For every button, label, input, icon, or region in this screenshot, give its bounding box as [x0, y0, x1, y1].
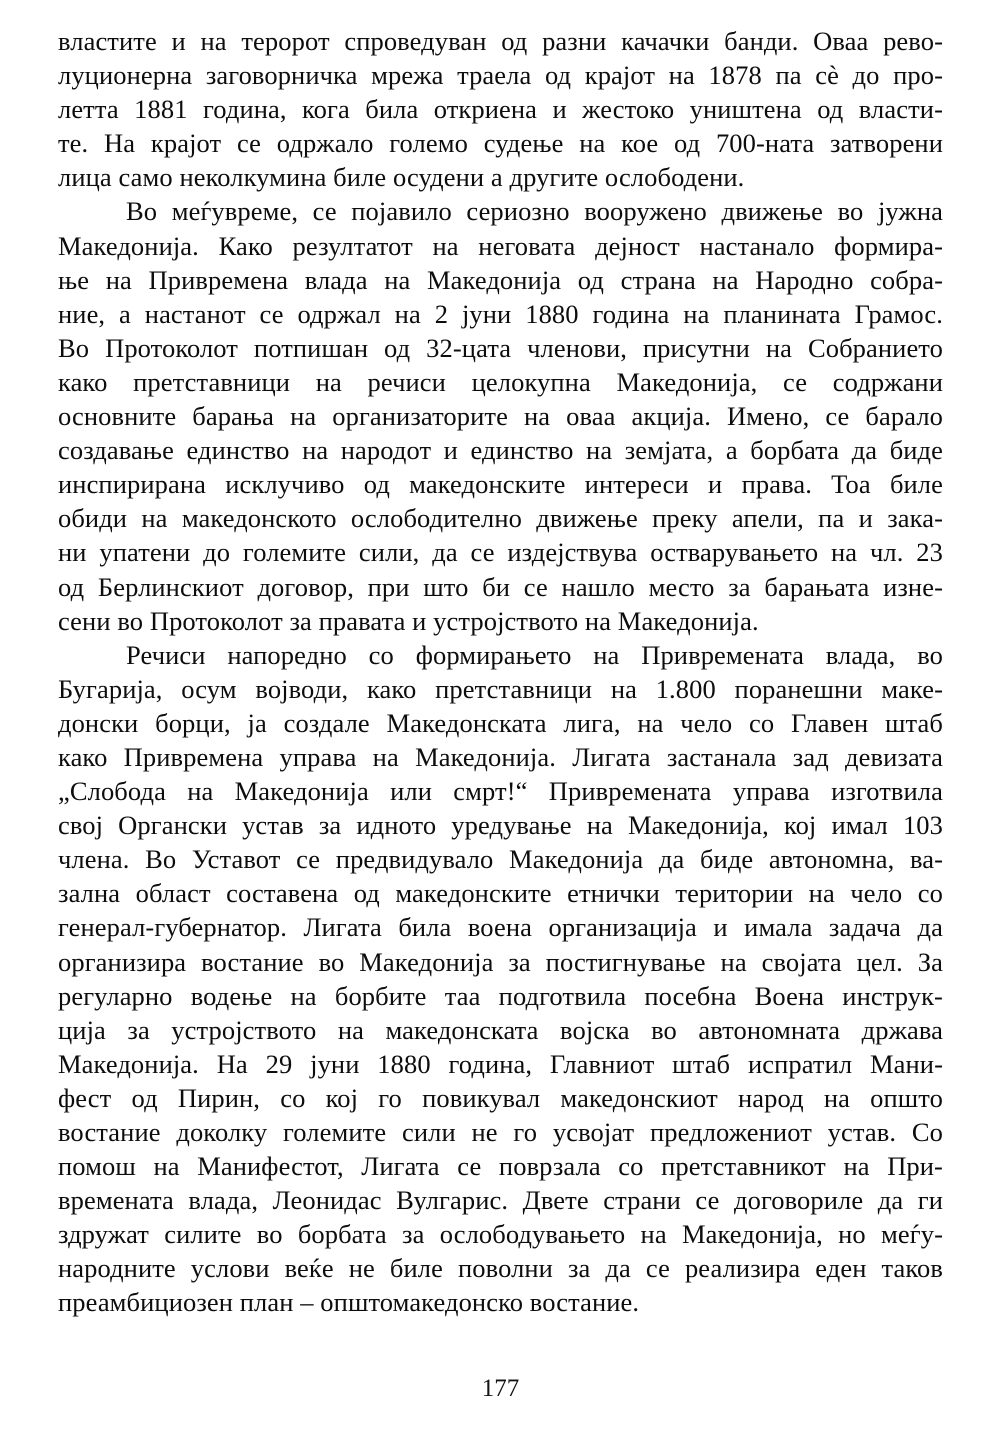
text-line: свој Органски устав за идното уредување на Македонија, кој имал 103	[58, 810, 943, 841]
text-line: ние, а настанот се одржал на 2 јуни 1880 година на планината Грамос.	[58, 298, 943, 329]
text-line: ни упатени до големите сили, да се издејствува остварувањето на чл. 23	[58, 537, 943, 568]
text-line: Во Протоколот потпишан од 32-цата членови, присутни на Собранието	[58, 332, 943, 363]
text-line: организира востание во Македонија за постигнување на својата цел. За	[58, 946, 943, 977]
text-line: лица само неколкумина биле осудени а другите ослободени.	[58, 162, 745, 193]
paragraph	[58, 24, 943, 194]
text-line: регуларно водење на борбите таа подготвила посебна Воена инструк-	[58, 980, 943, 1011]
text-line: времената влада, Леонидас Вулгарис. Двете страни се договориле да ги	[58, 1185, 943, 1216]
text-line: Македонија. На 29 јуни 1880 година, Главниот штаб испратил Мани-	[58, 1048, 943, 1079]
text-line: обиди на македонското ослободително движење преку апели, па и зака-	[58, 503, 943, 534]
page-number: 177	[481, 1374, 520, 1402]
text-line: ње на Привремена влада на Македонија од страна на Народно собра-	[58, 264, 943, 295]
text-line: помош на Манифестот, Лигата се поврзала со претставникот на При-	[58, 1151, 943, 1182]
text-line: народните услови веќе не биле поволни за да се реализира еден таков	[58, 1253, 943, 1284]
text-line: како претставници на речиси целокупна Македонија, се содржани	[58, 366, 943, 397]
text-line: Бугарија, осум војводи, како претставници на 1.800 поранешни маке-	[58, 673, 943, 704]
text-line: Во меѓувреме, се појавило сериозно вооружено движење во јужна	[126, 196, 943, 227]
text-line: сени во Протоколот за правата и устројството на Македонија.	[58, 605, 759, 636]
text-line: те. На крајот се одржало големо судење на кое од 700-ната затворени	[58, 128, 943, 159]
text-line: луционерна заговорничка мрежа траела од крајот на 1878 па сè до про-	[58, 60, 943, 91]
text-line: Речиси напоредно со формирањето на Привремената влада, во	[126, 639, 943, 670]
text-line: зална област составена од македонските етнички територии на чело со	[58, 878, 943, 909]
text-line: инспирирана исклучиво од македонските интереси и права. Тоа биле	[58, 469, 943, 500]
text-line: востание доколку големите сили не го усвојат предложениот устав. Со	[58, 1117, 943, 1147]
text-line: создавање единство на народот и единство на земјата, а борбата да биде	[58, 435, 943, 466]
text-line: преамбициозен план – општомакедонско востание.	[58, 1287, 640, 1318]
text-line: здружат силите во борбата за ослободувањето на Македонија, но меѓу-	[58, 1219, 943, 1250]
text-line: летта 1881 година, кога била откриена и жестоко уништена од власти-	[58, 94, 943, 125]
text-line: члена. Во Уставот се предвидувало Македонија да биде автономна, ва-	[58, 844, 943, 875]
text-line: од Берлинскиот договор, при што би се нашло место за барањата изне-	[58, 571, 943, 602]
paragraph	[58, 194, 943, 637]
text-line: ција за устројството на македонската војска во автономната држава	[58, 1014, 943, 1045]
text-block	[58, 24, 943, 1320]
text-line: „Слобода на Македонија или смрт!“ Привремената управа изготвила	[58, 776, 943, 807]
text-line: донски борци, ја создале Македонската лига, на чело со Главен штаб	[58, 707, 943, 738]
text-line: како Привремена управа на Македонија. Лигата застанала зад девизата	[58, 741, 943, 772]
text-line: властите и на теророт спроведуван од разни качачки банди. Оваа рево-	[58, 26, 943, 56]
text-line: Македонија. Како резултатот на неговата дејност настанало формира-	[58, 230, 943, 261]
text-line: фест од Пирин, со кој го повикувал македонскиот народ на општо	[58, 1082, 943, 1113]
text-line: генерал-губернатор. Лигата била воена организација и имала задача да	[58, 912, 943, 943]
paragraph	[58, 638, 943, 1320]
text-line: основните барања на организаторите на оваа акција. Имено, се барало	[58, 401, 943, 432]
